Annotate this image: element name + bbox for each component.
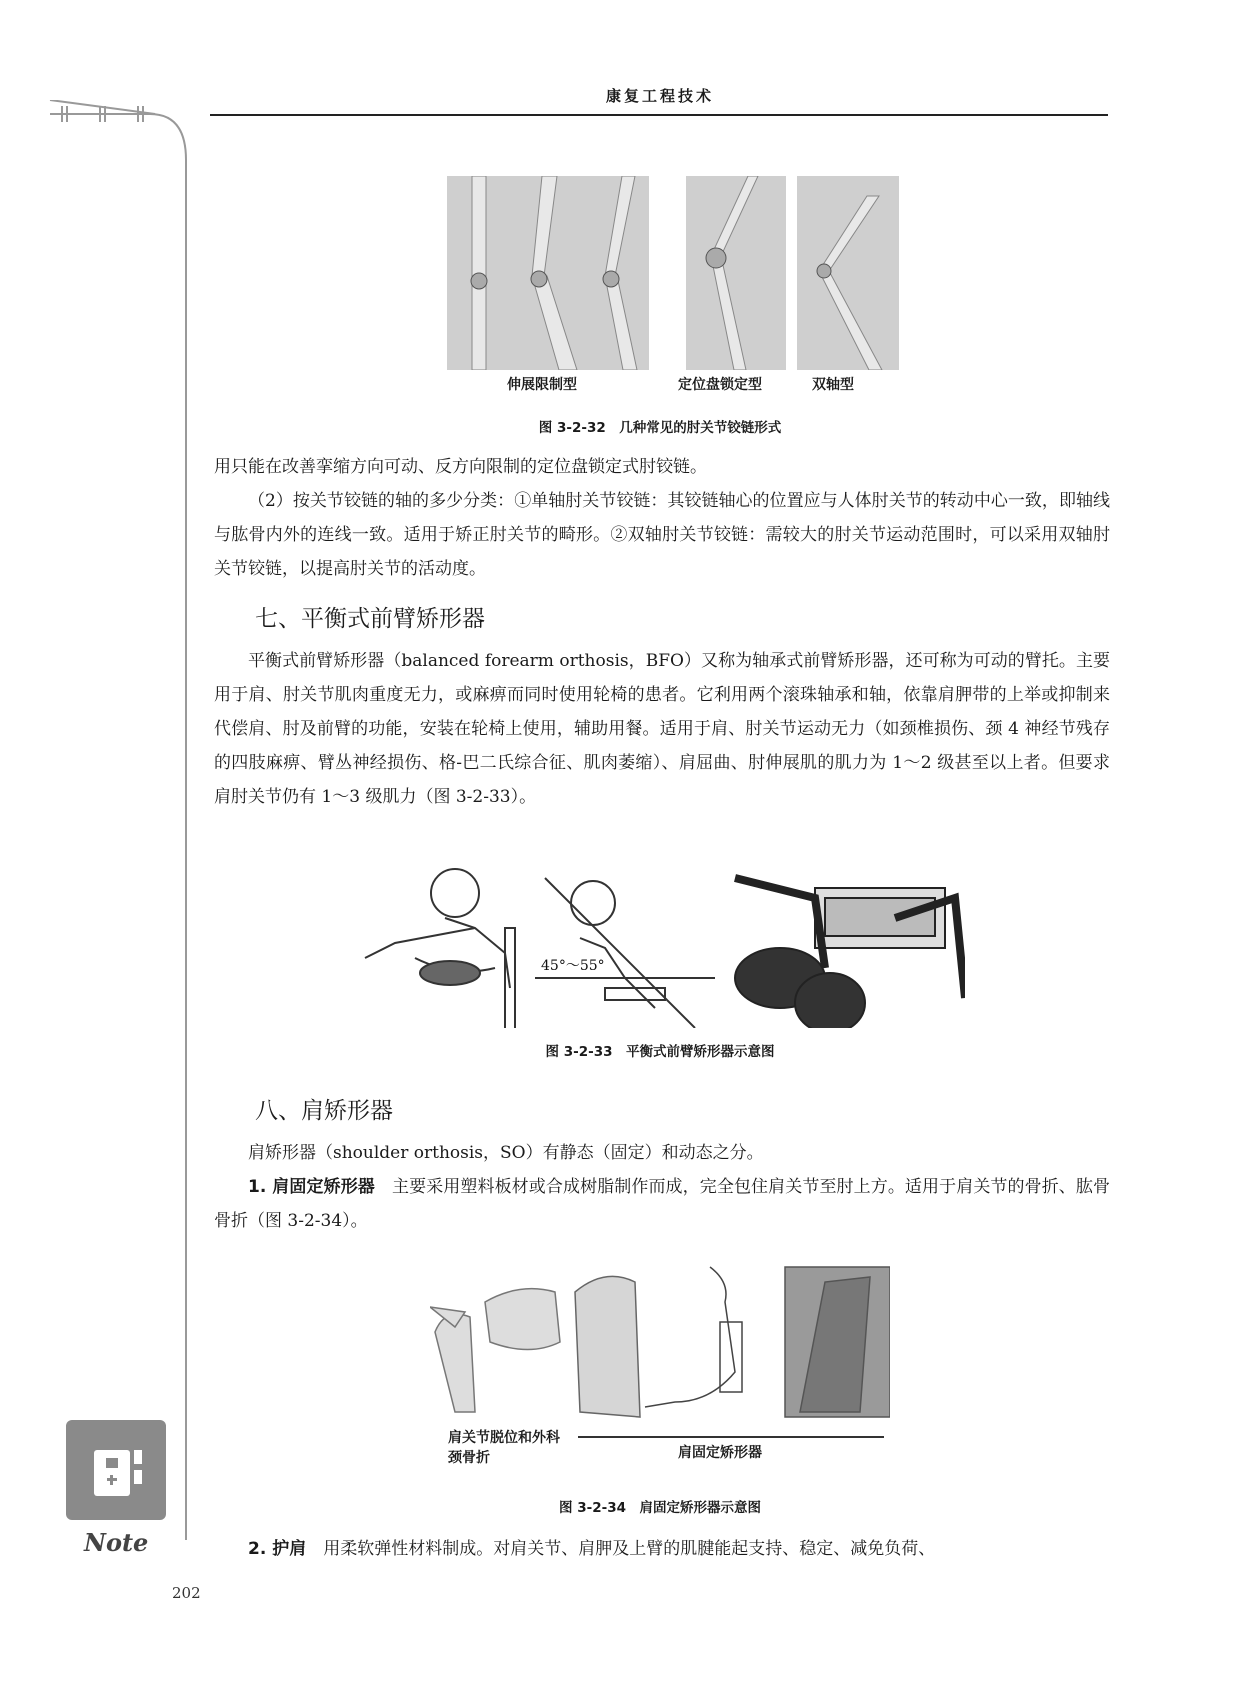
- header-rule: [210, 114, 1108, 116]
- patient-sketch-2: [535, 878, 715, 1028]
- figure-34-label-left: 肩关节脱位和外科颈骨折: [448, 1430, 560, 1466]
- figure-33-illustration: [355, 858, 965, 1028]
- item-1-body: 主要采用塑料板材或合成树脂制作而成，完全包住肩关节至肘上方。适用于肩关节的骨折、肱骨骨折（图 3-2-34）。: [214, 1177, 1110, 1231]
- paragraph-item-2: [214, 1532, 1110, 1566]
- hinge-photo-lock-disc: [686, 176, 786, 370]
- paragraph: 平衡式前臂矫形器（balanced forearm orthosis，BFO）又称为轴承式前臂矫形器，还可称为可动的臂托。主要用于肩、肘关节肌肉重度无力，或麻痹而同时使用轮椅的患者。它利用两个滚珠轴承和轴，依靠肩胛带的上举或抑制来代偿肩、肘及前臂的功能，安装在轮椅上使用，辅助用餐。适用于肩、肘关节运动无力（如颈椎损伤、颈 4 神经节残存的四肢麻痹、臂丛神经损伤、格-巴二氏综合征、肌肉萎缩）、肩屈曲、肘伸展肌的肌力为 1～2 级甚至以上者。但要求肩肘关节仍有 1～3 级肌力（图 3-2-33）。: [214, 651, 1110, 807]
- shoulder-orthosis-photo: [575, 1276, 640, 1417]
- section-heading-7: 七、平衡式前臂矫形器: [255, 606, 485, 632]
- section-heading-8: 八、肩矫形器: [255, 1098, 393, 1124]
- hinge-illustration: [686, 176, 786, 370]
- patient-sketch-1: [365, 869, 515, 1028]
- shoulder-bone-sketch: [430, 1289, 560, 1412]
- section-8-body: [214, 1136, 1110, 1238]
- figure-33-caption: 图 3-2-33 平衡式前臂矫形器示意图: [545, 1044, 775, 1060]
- figure-34-label-rule: [578, 1436, 884, 1438]
- figure-32-label-dual: 双轴型: [812, 377, 854, 393]
- page-header-title: 康复工程技术: [605, 87, 714, 105]
- item-1-title: 1. 肩固定矫形器: [248, 1177, 375, 1197]
- page-number: 202: [172, 1584, 201, 1602]
- section-7-body: [214, 644, 1110, 814]
- figure-32-label-lock: 定位盘锁定型: [678, 377, 762, 393]
- angle-label: 45°～55°: [541, 958, 605, 974]
- figure-34-label-right: 肩固定矫形器: [678, 1445, 762, 1461]
- figure-32-label-extension: 伸展限制型: [507, 377, 577, 393]
- item-2-paragraph: [214, 1532, 1110, 1566]
- figure-34-illustration: [430, 1262, 890, 1422]
- paragraph: 用只能在改善挛缩方向可动、反方向限制的定位盘锁定式肘铰链。: [214, 457, 707, 477]
- orthosis-on-shoulder-photo: [785, 1267, 890, 1417]
- paragraph-item-1: [214, 1170, 1110, 1238]
- hinge-illustration: [447, 176, 649, 370]
- item-2-body: 用柔软弹性材料制成。对肩关节、肩胛及上臂的肌腱能起支持、稳定、减免负荷、: [323, 1539, 936, 1559]
- body-text-top: [214, 450, 1110, 586]
- hinge-photo-dual-axis: [797, 176, 899, 370]
- note-icon: [66, 1420, 168, 1522]
- paragraph: （2）按关节铰链的轴的多少分类：①单轴肘关节铰链：其铰链轴心的位置应与人体肘关节的转动中心一致，即轴线与肱骨内外的连线一致。适用于矫正肘关节的畸形。②双轴肘关节铰链：需较大的肘关节运动范围时，可以采用双轴肘关节铰链，以提高肘关节的活动度。: [214, 491, 1110, 579]
- arm-with-orthosis-sketch: [645, 1267, 742, 1407]
- hinge-photo-extension-limit: [447, 176, 649, 370]
- figure-34-caption: 图 3-2-34 肩固定矫形器示意图: [559, 1500, 761, 1516]
- paragraph: 肩矫形器（shoulder orthosis，SO）有静态（固定）和动态之分。: [248, 1143, 764, 1163]
- hinge-illustration: [797, 176, 899, 370]
- margin-decoration: [0, 100, 200, 1560]
- wheelchair-tray-photo: [735, 878, 965, 1028]
- note-label: Note: [84, 1528, 149, 1557]
- item-2-title: 2. 护肩: [248, 1539, 307, 1559]
- figure-32-caption: 图 3-2-32 几种常见的肘关节铰链形式: [538, 420, 782, 436]
